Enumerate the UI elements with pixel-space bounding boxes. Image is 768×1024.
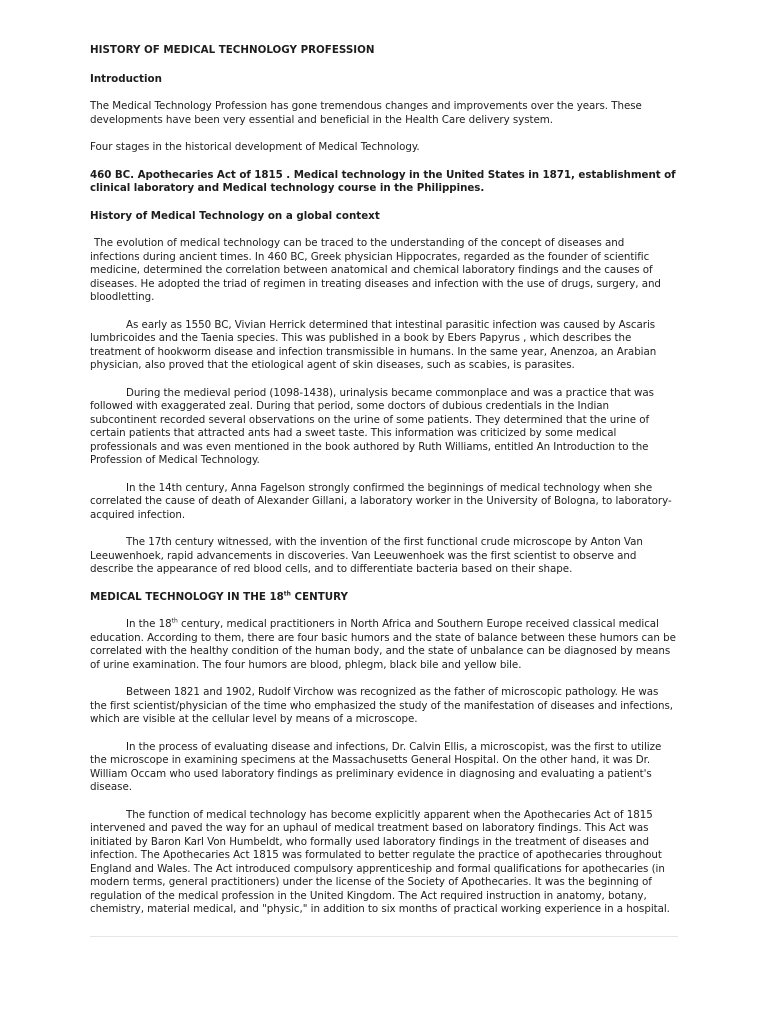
document-title: HISTORY OF MEDICAL TECHNOLOGY PROFESSION (90, 44, 375, 56)
humors-paragraph-start: In the 18 (126, 618, 172, 630)
medieval-paragraph: During the medieval period (1098-1438), urinalysis became commonplace and was a practice that was followed with exaggerated zeal. During that period, some doctors of dubious credentials in the Indian subcontinent recorded several observations on the urine of some patients. They determined that the urine of certain patients that attracted ants had a sweet taste. This information was criticized by some medical professionals and was even mentioned in the book authored by Ruth Williams, entitled An Introduction to the Profession of Medical Technology. (90, 386, 654, 466)
virchow-paragraph: Between 1821 and 1902, Rudolf Virchow was recognized as the father of microscopic pathology. He was the first scientist/physician of the time who emphasized the study of the manifestation of diseases and infections, which are visible at the cellular level by means of a microscope. (90, 686, 674, 725)
17th-century-paragraph: The 17th century witnessed, with the invention of the first functional crude microscope by Anton Van Leeuwenhoek, rapid advancements in discoveries. Van Leeuwenhoek was the first scientist to observe and describe the appearance of red blood cells, and to differentiate bacteria based on their shape. (90, 536, 643, 575)
14th-century-paragraph: In the 14th century, Anna Fagelson strongly confirmed the beginnings of medical technology when she correlated the cause of death of Alexander Gillani, a laboratory worker in the University of Bologna, to laboratory-acquired infection. (90, 481, 672, 521)
document-body (90, 44, 676, 917)
stages-list: 460 BC. Apothecaries Act of 1815 . Medical technology in the United States in 1871, establishment of clinical laboratory and Medical technology course in the Philippines. (90, 168, 676, 194)
18th-heading-suffix: CENTURY (290, 590, 348, 603)
ellis-paragraph: In the process of evaluating disease and infections, Dr. Calvin Ellis, a microscopist, was the first to utilize the microscope in examining specimens at the Massachusetts General Hospital. On the other hand, it was Dr. William Occam who used laboratory findings as preliminary evidence in diagnosing and evaluating a patient's disease. (90, 740, 662, 793)
apothecaries-paragraph: The function of medical technology has become explicitly apparent when the Apothecaries Act of 1815 intervened and paved the way for an uphaul of medical treatment based on laboratory findings. This Act was initiated by Baron Karl Von Humbeldt, who formally used laboratory findings in the treatment of diseases and infection. The Apothecaries Act 1815 was formulated to better regulate the practice of apothecaries throughout England and Wales. The Act introduced compulsory apprenticeship and formal qualifications for apothecaries (in modern terms, general practitioners) under the license of the Society of Apothecaries. It was the beginning of regulation of the medical profession in the United Kingdom. The Act required instruction in anatomy, botany, chemistry, material medical, and "physic," in addition to six months of practical working experience in a hospital. (90, 808, 670, 915)
ascaris-paragraph: As early as 1550 BC, Vivian Herrick determined that intestinal parasitic infection was caused by Ascaris lumbricoides and the Taenia species. This was published in a book by Ebers Papyrus , which describes the treatment of hookworm disease and infection transmissible in humans. In the same year, Anenzoa, an Arabian physician, also proved that the etiological agent of skin diseases, such as scabies, is parasites. (90, 318, 657, 371)
humors-paragraph-rest: century, medical practitioners in North Africa and Southern Europe received classical medical education. According to them, there are four basic humors and the state of balance between these humors can be correlated with the healthy condition of the human body, and the state of unbalance can be diagnosed by means of urine examination. The four humors are blood, phlegm, black bile and yellow bile. (90, 618, 676, 671)
18th-century-heading (90, 591, 676, 605)
evolution-paragraph: The evolution of medical technology can be traced to the understanding of the concept of diseases and infections during ancient times. In 460 BC, Greek physician Hippocrates, regarded as the founder of scientific medicine, determined the correlation between anatomical and chemical laboratory findings and the causes of diseases. He adopted the triad of regimen in treating diseases and infection with the use of drugs, surgery, and bloodletting. (90, 237, 661, 303)
global-context-heading: History of Medical Technology on a global context (90, 209, 380, 222)
humors-paragraph-superscript: th (171, 617, 178, 625)
intro-heading: Introduction (90, 72, 162, 85)
four-stages-text: Four stages in the historical development of Medical Technology. (90, 141, 420, 153)
intro-paragraph: The Medical Technology Profession has gone tremendous changes and improvements over the years. These developments have been very essential and beneficial in the Health Care delivery system. (90, 100, 642, 126)
18th-heading-superscript: th (283, 590, 291, 598)
18th-heading-text: MEDICAL TECHNOLOGY IN THE 18 (90, 590, 284, 603)
humors-paragraph (90, 618, 676, 672)
page-divider (90, 936, 678, 937)
